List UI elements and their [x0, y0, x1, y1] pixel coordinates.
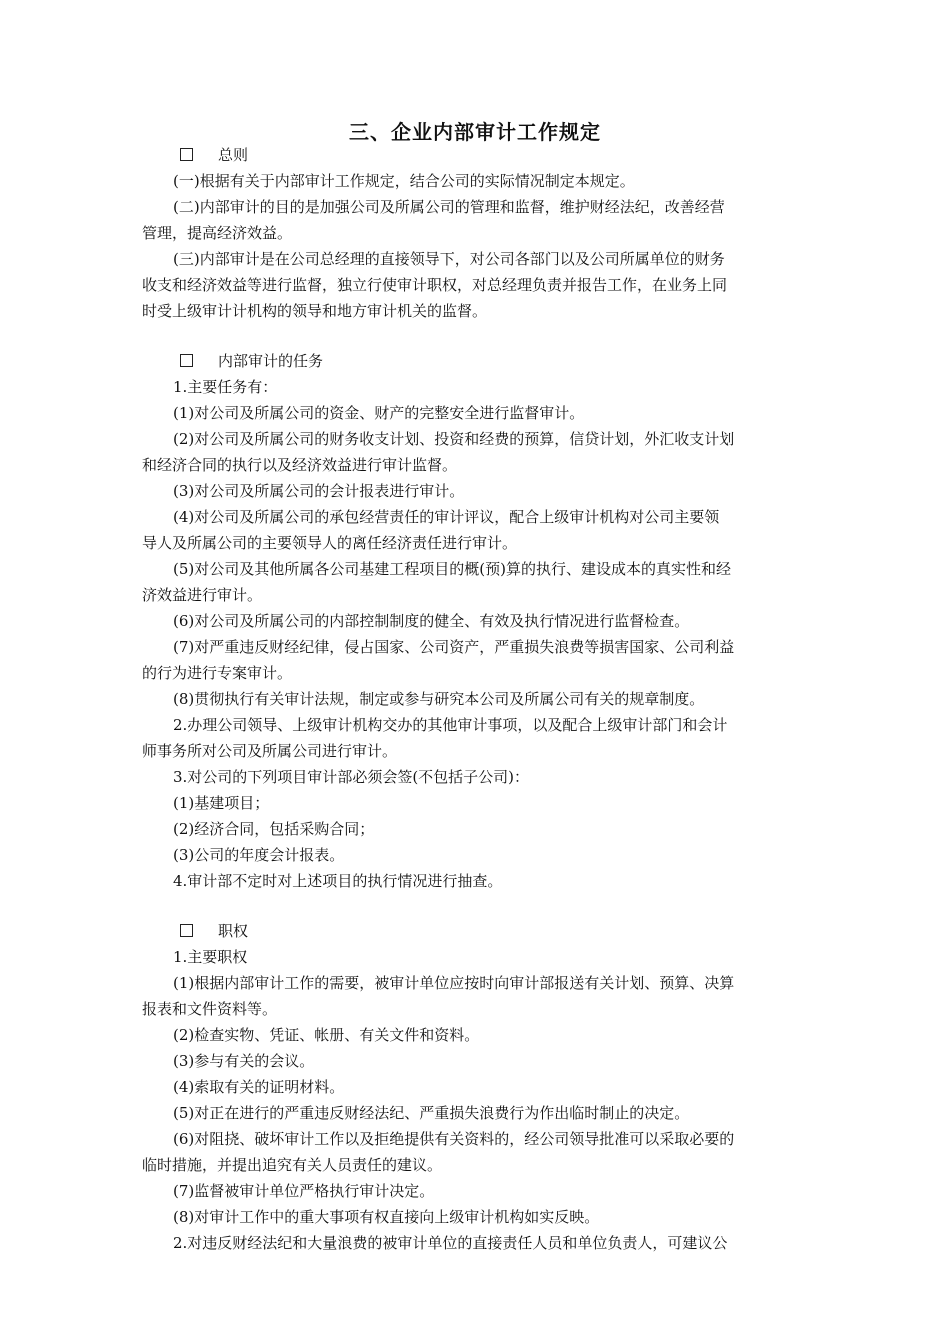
paragraph-line: 1.主要职权 — [173, 948, 248, 966]
paragraph-line: (3)参与有关的会议。 — [173, 1052, 315, 1070]
paragraph-line: (4)对公司及所属公司的承包经营责任的审计评议，配合上级审计机构对公司主要领 — [173, 508, 720, 526]
paragraph-line: 管理，提高经济效益。 — [142, 224, 293, 242]
paragraph-line: (一)根据有关于内部审计工作规定，结合公司的实际情况制定本规定。 — [173, 172, 635, 190]
paragraph-line: (3)公司的年度会计报表。 — [173, 846, 345, 864]
paragraph-line: 济效益进行审计。 — [142, 586, 263, 604]
paragraph-line: 2.对违反财经法纪和大量浪费的被审计单位的直接责任人员和单位负责人，可建议公 — [173, 1234, 728, 1252]
paragraph-line: 的行为进行专案审计。 — [142, 664, 293, 682]
section-heading — [142, 142, 809, 168]
paragraph-line: 师事务所对公司及所属公司进行审计。 — [142, 742, 398, 760]
paragraph-line: 4.审计部不定时对上述项目的执行情况进行抽查。 — [173, 872, 503, 890]
paragraph-line: 导人及所属公司的主要领导人的离任经济责任进行审计。 — [142, 534, 518, 552]
paragraph-line: (2)检查实物、凭证、帐册、有关文件和资料。 — [173, 1026, 480, 1044]
section-heading-text: 总则 — [218, 146, 249, 164]
checkbox-square-icon — [180, 924, 193, 937]
paragraph-line: 1.主要任务有： — [173, 378, 278, 396]
paragraph-line: 2.办理公司领导、上级审计机构交办的其他审计事项，以及配合上级审计部门和会计 — [173, 716, 728, 734]
paragraph-line: 报表和文件资料等。 — [142, 1000, 278, 1018]
paragraph-line: (1)对公司及所属公司的资金、财产的完整安全进行监督审计。 — [173, 404, 585, 422]
section-heading-text: 职权 — [218, 922, 249, 940]
page-title: 三、企业内部审计工作规定 — [349, 120, 601, 144]
paragraph-line: 3.对公司的下列项目审计部必须会签(不包括子公司)： — [173, 768, 530, 786]
paragraph-line: (8)贯彻执行有关审计法规，制定或参与研究本公司及所属公司有关的规章制度。 — [173, 690, 705, 708]
paragraph-line: (6)对公司及所属公司的内部控制制度的健全、有效及执行情况进行监督检查。 — [173, 612, 690, 630]
paragraph-line: 临时措施，并提出追究有关人员责任的建议。 — [142, 1156, 443, 1174]
paragraph-line: (5)对公司及其他所属各公司基建工程项目的概(预)算的执行、建设成本的真实性和经 — [173, 560, 731, 578]
paragraph-line: (6)对阻挠、破坏审计工作以及拒绝提供有关资料的，经公司领导批准可以采取必要的 — [173, 1130, 735, 1148]
section-heading-text: 内部审计的任务 — [218, 352, 324, 370]
paragraph-line: (1)基建项目； — [173, 794, 270, 812]
paragraph-line: 收支和经济效益等进行监督，独立行使审计职权，对总经理负责并报告工作，在业务上同 — [142, 276, 728, 294]
paragraph-line: 时受上级审计计机构的领导和地方审计机关的监督。 — [142, 302, 488, 320]
paragraph-line: (7)对严重违反财经纪律，侵占国家、公司资产，严重损失浪费等损害国家、公司利益 — [173, 638, 735, 656]
section-heading — [142, 918, 809, 944]
paragraph-line: (2)经济合同，包括采购合同； — [173, 820, 375, 838]
paragraph-line: (二)内部审计的目的是加强公司及所属公司的管理和监督，维护财经法纪，改善经营 — [173, 198, 725, 216]
paragraph-line: 和经济合同的执行以及经济效益进行审计监督。 — [142, 456, 458, 474]
section-heading — [142, 348, 809, 374]
paragraph-line: (8)对审计工作中的重大事项有权直接向上级审计机构如实反映。 — [173, 1208, 600, 1226]
section-spacer — [142, 324, 809, 348]
paragraph-line: (7)监督被审计单位严格执行审计决定。 — [173, 1182, 435, 1200]
checkbox-square-icon — [180, 148, 193, 161]
paragraph-line: (3)对公司及所属公司的会计报表进行审计。 — [173, 482, 465, 500]
paragraph-line: (4)索取有关的证明材料。 — [173, 1078, 345, 1096]
paragraph-line: (2)对公司及所属公司的财务收支计划、投资和经费的预算，信贷计划，外汇收支计划 — [173, 430, 735, 448]
paragraph-line: (5)对正在进行的严重违反财经法纪、严重损失浪费行为作出临时制止的决定。 — [173, 1104, 690, 1122]
paragraph-line: (三)内部审计是在公司总经理的直接领导下，对公司各部门以及公司所属单位的财务 — [173, 250, 725, 268]
section-spacer — [142, 894, 809, 918]
paragraph-line: (1)根据内部审计工作的需要，被审计单位应按时向审计部报送有关计划、预算、决算 — [173, 974, 735, 992]
document-body — [142, 142, 809, 1256]
checkbox-square-icon — [180, 354, 193, 367]
